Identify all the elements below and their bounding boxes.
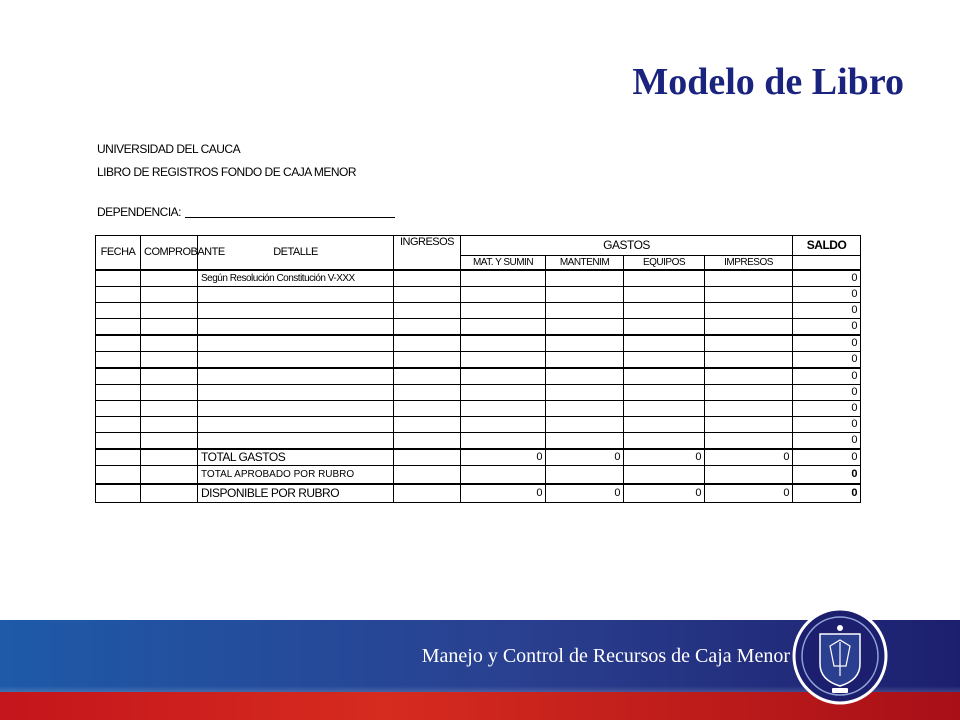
cell-impresos[interactable] <box>705 401 793 417</box>
cell-impresos[interactable] <box>705 270 793 287</box>
cell-impresos[interactable] <box>705 303 793 319</box>
cell-saldo: 0 <box>793 368 861 385</box>
cell-mat[interactable] <box>461 352 546 369</box>
cell-saldo: 0 <box>793 352 861 369</box>
cell-detalle[interactable] <box>198 352 394 369</box>
cell-ingresos[interactable] <box>394 303 461 319</box>
cell-ingresos[interactable] <box>394 352 461 369</box>
cell-equipos[interactable] <box>624 287 705 303</box>
cell-mant[interactable] <box>546 303 624 319</box>
cell-detalle[interactable] <box>198 401 394 417</box>
cell-detalle[interactable] <box>198 287 394 303</box>
cell-mant[interactable] <box>546 433 624 450</box>
total-aprobado-label: TOTAL APROBADO POR RUBRO <box>198 466 394 485</box>
disponible-label: DISPONIBLE POR RUBRO <box>198 484 394 503</box>
table-row <box>96 417 861 433</box>
cell-mant[interactable] <box>546 401 624 417</box>
cell-mat[interactable] <box>461 335 546 352</box>
cell-impresos[interactable] <box>705 319 793 336</box>
cell-mant[interactable] <box>546 368 624 385</box>
cell-mant[interactable] <box>546 352 624 369</box>
subheader-mantenim: MANTENIM <box>546 256 624 271</box>
table-row <box>96 335 861 352</box>
cell-equipos[interactable] <box>624 417 705 433</box>
cell-comprobante[interactable] <box>141 270 198 287</box>
ledger-table <box>95 235 861 503</box>
cell-comprobante[interactable] <box>141 417 198 433</box>
cell-saldo: 0 <box>793 433 861 450</box>
table-row <box>96 385 861 401</box>
cell-saldo: 0 <box>793 303 861 319</box>
cell-impresos[interactable] <box>705 385 793 401</box>
cell-fecha[interactable] <box>96 319 141 336</box>
table-row <box>96 368 861 385</box>
disponible-impresos: 0 <box>705 484 793 503</box>
cell-comprobante[interactable] <box>141 303 198 319</box>
total-gastos-saldo: 0 <box>793 449 861 466</box>
cell-ingresos[interactable] <box>394 270 461 287</box>
total-gastos-mat: 0 <box>461 449 546 466</box>
cell-comprobante[interactable] <box>141 385 198 401</box>
cell-mat[interactable] <box>461 466 546 485</box>
cell-equipos[interactable] <box>624 368 705 385</box>
university-crest-icon <box>790 606 890 706</box>
table-row <box>96 401 861 417</box>
subheader-equipos: EQUIPOS <box>624 256 705 271</box>
dependency-blank-line <box>185 205 395 218</box>
cell-comprobante[interactable] <box>141 287 198 303</box>
table-row <box>96 303 861 319</box>
cell-equipos[interactable] <box>624 433 705 450</box>
table-row <box>96 433 861 450</box>
cell-ingresos[interactable] <box>394 433 461 450</box>
cell-mat[interactable] <box>461 368 546 385</box>
cell-comprobante <box>141 449 198 466</box>
disponible-mant: 0 <box>546 484 624 503</box>
cell-ingresos[interactable] <box>394 335 461 352</box>
cell-fecha <box>96 449 141 466</box>
cell-detalle[interactable] <box>198 368 394 385</box>
disponible-mat: 0 <box>461 484 546 503</box>
header-saldo: SALDO <box>793 236 861 256</box>
cell-mat[interactable] <box>461 385 546 401</box>
cell-ingresos[interactable] <box>394 385 461 401</box>
cell-impresos[interactable] <box>705 352 793 369</box>
cell-mant[interactable] <box>546 417 624 433</box>
cell-fecha[interactable] <box>96 352 141 369</box>
subheader-impresos: IMPRESOS <box>705 256 793 271</box>
cell-detalle[interactable] <box>198 433 394 450</box>
cell-ingresos[interactable] <box>394 401 461 417</box>
cell-impresos[interactable] <box>705 433 793 450</box>
header-ingresos: INGRESOS <box>394 236 461 271</box>
cell-saldo: 0 <box>793 335 861 352</box>
university-name: UNIVERSIDAD DEL CAUCA <box>97 142 241 156</box>
dependency-label: DEPENDENCIA: <box>97 205 182 219</box>
header-detalle: DETALLE <box>198 236 394 271</box>
cell-impresos[interactable] <box>705 417 793 433</box>
cell-fecha[interactable] <box>96 433 141 450</box>
cell-fecha[interactable] <box>96 335 141 352</box>
table-row <box>96 270 861 287</box>
cell-detalle[interactable] <box>198 417 394 433</box>
cell-mant[interactable] <box>546 319 624 336</box>
cell-comprobante <box>141 484 198 503</box>
cell-fecha[interactable] <box>96 368 141 385</box>
cell-comprobante <box>141 466 198 485</box>
cell-mant[interactable] <box>546 466 624 485</box>
cell-mat[interactable] <box>461 319 546 336</box>
cell-fecha[interactable] <box>96 401 141 417</box>
cell-mat[interactable] <box>461 401 546 417</box>
table-row <box>96 287 861 303</box>
total-aprobado-saldo: 0 <box>793 466 861 485</box>
cell-mat[interactable] <box>461 417 546 433</box>
header-fecha: FECHA <box>96 236 141 271</box>
cell-detalle[interactable] <box>198 303 394 319</box>
cell-comprobante[interactable] <box>141 352 198 369</box>
dependency-row <box>97 205 395 219</box>
cell-saldo: 0 <box>793 287 861 303</box>
disponible-row <box>96 484 861 503</box>
header-comprobante: COMPROBANTE <box>141 236 198 271</box>
cell-equipos[interactable] <box>624 385 705 401</box>
cell-impresos[interactable] <box>705 335 793 352</box>
cell-mat[interactable] <box>461 270 546 287</box>
cell-fecha[interactable] <box>96 417 141 433</box>
subheader-mat-sumin: MAT. Y SUMIN <box>461 256 546 271</box>
cell-mat[interactable] <box>461 433 546 450</box>
disponible-equipos: 0 <box>624 484 705 503</box>
cell-ingresos[interactable] <box>394 417 461 433</box>
header-row <box>96 236 861 256</box>
cell-ingresos <box>394 484 461 503</box>
cell-equipos[interactable] <box>624 466 705 485</box>
cell-comprobante[interactable] <box>141 335 198 352</box>
cell-fecha <box>96 484 141 503</box>
cell-fecha[interactable] <box>96 303 141 319</box>
cell-detalle[interactable] <box>198 319 394 336</box>
total-gastos-row <box>96 449 861 466</box>
header-gastos: GASTOS <box>461 236 793 256</box>
cell-fecha[interactable] <box>96 270 141 287</box>
cell-comprobante[interactable] <box>141 368 198 385</box>
cell-saldo: 0 <box>793 319 861 336</box>
cell-equipos[interactable] <box>624 303 705 319</box>
disponible-saldo: 0 <box>793 484 861 503</box>
cell-saldo: 0 <box>793 385 861 401</box>
cell-ingresos[interactable] <box>394 368 461 385</box>
cell-mant[interactable] <box>546 270 624 287</box>
slide-title: Modelo de Libro <box>632 61 904 103</box>
cell-equipos[interactable] <box>624 335 705 352</box>
cell-detalle[interactable] <box>198 385 394 401</box>
cell-comprobante[interactable] <box>141 319 198 336</box>
cell-mat[interactable] <box>461 287 546 303</box>
total-gastos-mant: 0 <box>546 449 624 466</box>
cell-comprobante[interactable] <box>141 433 198 450</box>
cell-saldo: 0 <box>793 401 861 417</box>
cell-fecha <box>96 466 141 485</box>
cell-equipos[interactable] <box>624 319 705 336</box>
cell-ingresos <box>394 466 461 485</box>
cell-fecha[interactable] <box>96 287 141 303</box>
table-row <box>96 352 861 369</box>
subheader-saldo-blank <box>793 256 861 271</box>
cell-detalle[interactable] <box>198 335 394 352</box>
table-row <box>96 319 861 336</box>
total-gastos-impresos: 0 <box>705 449 793 466</box>
cell-saldo: 0 <box>793 270 861 287</box>
cell-equipos[interactable] <box>624 352 705 369</box>
cell-impresos[interactable] <box>705 368 793 385</box>
cell-fecha[interactable] <box>96 385 141 401</box>
total-gastos-equipos: 0 <box>624 449 705 466</box>
cell-mant[interactable] <box>546 385 624 401</box>
cell-comprobante[interactable] <box>141 401 198 417</box>
cell-ingresos[interactable] <box>394 287 461 303</box>
cell-mant[interactable] <box>546 335 624 352</box>
footer-text: Manejo y Control de Recursos de Caja Menor <box>421 645 790 667</box>
total-gastos-label: TOTAL GASTOS <box>198 449 394 466</box>
cell-equipos[interactable] <box>624 401 705 417</box>
cell-impresos[interactable] <box>705 466 793 485</box>
cell-ingresos <box>394 449 461 466</box>
total-aprobado-row <box>96 466 861 485</box>
cell-saldo: 0 <box>793 417 861 433</box>
cell-mant[interactable] <box>546 287 624 303</box>
cell-detalle: Según Resolución Constitución V-XXX <box>198 270 394 287</box>
cell-impresos[interactable] <box>705 287 793 303</box>
cell-mat[interactable] <box>461 303 546 319</box>
cell-ingresos[interactable] <box>394 319 461 336</box>
book-title: LIBRO DE REGISTROS FONDO DE CAJA MENOR <box>97 165 357 179</box>
cell-equipos[interactable] <box>624 270 705 287</box>
